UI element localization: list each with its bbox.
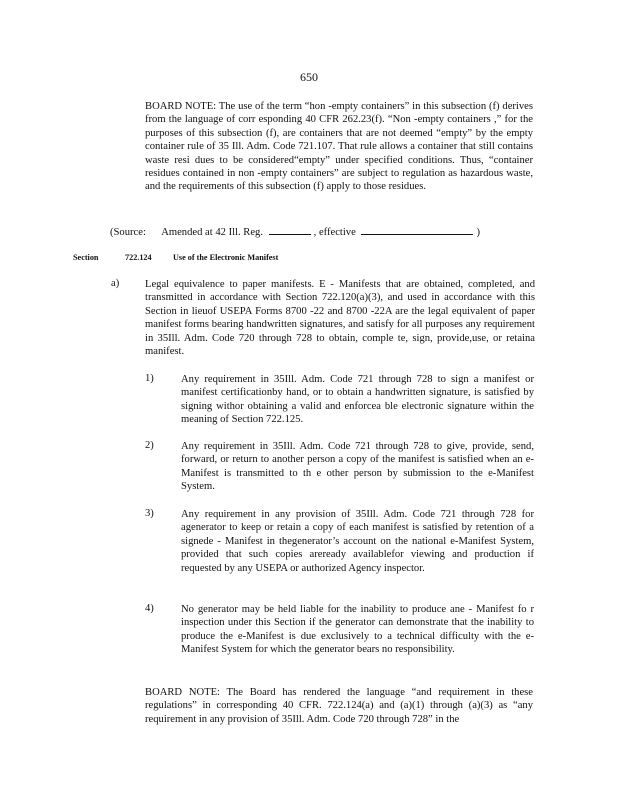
board-note-2-paragraph: BOARD NOTE: The Board has rendered the language “and requirement in these regulations” in corresponding 40 CFR. 722.124(a) and (a)(1) through (a)(3) as “any requirement in any provision of 35Ill. Adm. Code 720 through 728” in the — [145, 687, 533, 725]
item-4-label: 4) — [145, 603, 154, 614]
source-amended-text: Amended at 42 Ill. Reg. — [161, 227, 263, 238]
item-1-label: 1) — [145, 373, 154, 384]
board-note-paragraph: BOARD NOTE: The use of the term “hon -empty containers” in this subsection (f) derives from the language of corr esponding 40 CFR 262.23(f). “Non -empty containers ,” for the purposes of this subsection (f), are containers that are not deemed “empty” by the empty container rule of 35 Ill. Adm. Code 721.107. That rule allows a container that still contains waste resi dues to be considered“empty” under specified conditions. Thus, “container residues contained in non -empty containers” are subject to regulation as hazardous waste, and the requirements of this subsection (f) apply to those residues. — [145, 101, 533, 193]
source-prefix: (Source: — [110, 227, 146, 238]
subsection-a-text: Legal equivalence to paper manifests. E - Manifests that are obtained, completed, and transmitted in accordance with Section 722.120(a)(3), and used in accordance with this Section in lieuof USEPA Forms 8700 -22 and 8700 -22A are the legal equivalent of paper manifest forms bearing handwritten signatures, and satisfy for all purposes any requirement in 35Ill. Adm. Code 720 through 728 to obtain, comple te, sign, provide,use, or retaina manifest. — [145, 279, 535, 358]
effective-date-blank — [361, 224, 473, 235]
source-suffix: ) — [476, 227, 480, 238]
subsection-a-label: a) — [111, 278, 120, 289]
page-number: 650 — [300, 70, 318, 84]
section-heading — [73, 252, 373, 264]
item-3-label: 3) — [145, 508, 154, 519]
section-title: Use of the Electronic Manifest — [173, 253, 279, 262]
item-2-label: 2) — [145, 440, 154, 451]
item-3-text: Any requirement in any provision of 35Ill. Adm. Code 721 through 728 for agenerator to keep or retain a copy of each manifest is satisfied by retention of a signede - Manifest in thegenerator’s account on the national e-Manifest System, provided that such copies areready availablefor viewing and production if requested by any USEPA or authorized Agency inspector. — [181, 509, 534, 574]
item-4-text: No generator may be held liable for the inability to produce ane - Manifest fo r inspection under this Section if the generator can demonstrate that the inability to produce the e-Manifest is due exclusively to a technical difficulty with the e-Manifest System for which the generator bears no responsibility. — [181, 604, 534, 656]
item-1-text: Any requirement in 35Ill. Adm. Code 721 through 728 to sign a manifest or manifest certificationby hand, or to obtain a handwritten signature, is satisfied by signing withor obtaining a valid and enforcea ble electronic signature within the meaning of Section 722.125. — [181, 374, 534, 426]
register-volume-blank — [269, 224, 311, 235]
section-number: 722.124 — [125, 253, 152, 262]
section-label: Section — [73, 253, 99, 262]
item-2-text: Any requirement in 35Ill. Adm. Code 721 through 728 to give, provide, send, forward, or return to another person a copy of the manifest is satisfied when an e-Manifest is transmitted to th e other person by submission to the e-Manifest System. — [181, 441, 534, 493]
source-effective-text: , effective — [313, 227, 356, 238]
source-note — [110, 224, 540, 240]
